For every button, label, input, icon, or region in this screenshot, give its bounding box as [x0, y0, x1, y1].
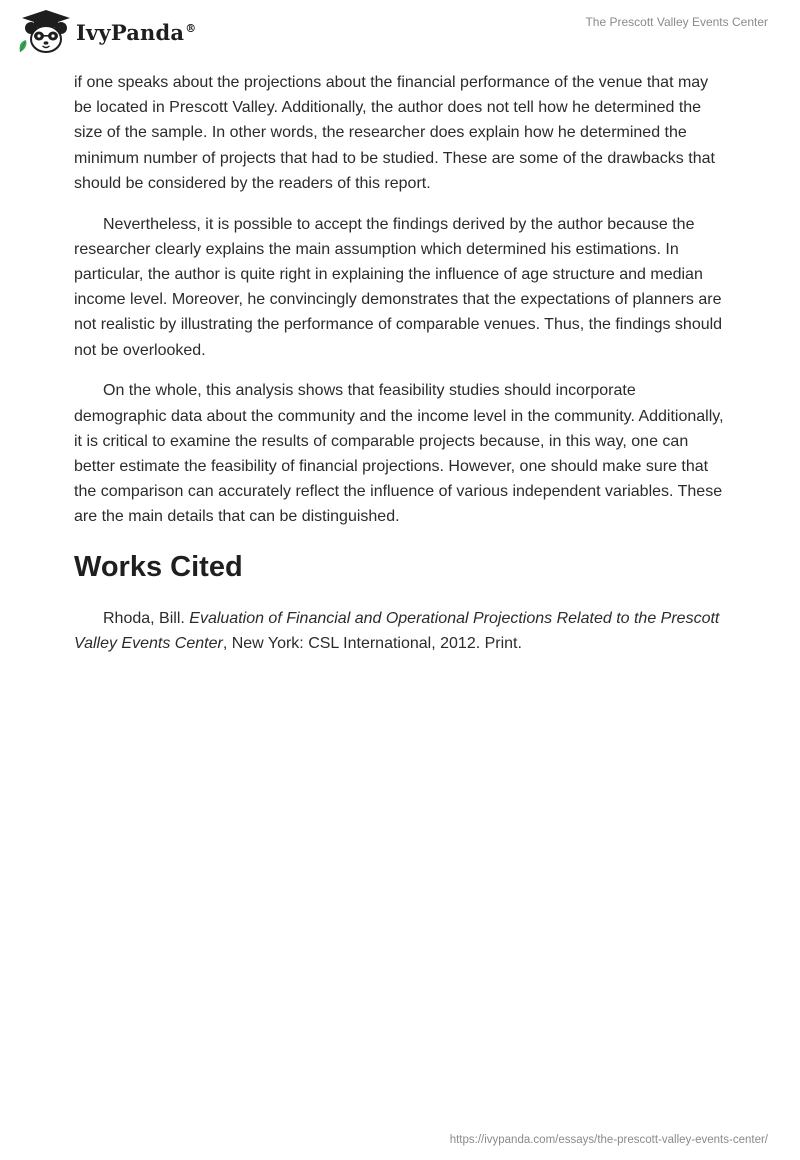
paragraph: Nevertheless, it is possible to accept the findings derived by the author because the researcher clearly explains the main assumption which determined his estimations. In particular, the author is quite right in explaining the influence of age structure and median income level. Moreover, he convincingly demonstrates that the expectations of planners are not realistic by illustrating the performance of comparable venues. Thus, the findings should not be overlooked.: [74, 215, 723, 359]
works-cited-heading: Works Cited: [74, 550, 243, 583]
citation-entry: [74, 606, 726, 656]
ivypanda-logo[interactable]: [16, 8, 196, 56]
paragraph: if one speaks about the projections about the financial performance of the venue that may be located in Prescott Valley. Additionally, the author does not tell how he determined the size of the sample. In other words, the researcher does explain how he determined the minimum number of projects that had to be studied. These are some of the drawbacks that should be considered by the readers of this report.: [74, 74, 715, 192]
document-title: The Prescott Valley Events Center: [585, 15, 768, 29]
citation-publication: , New York: CSL International, 2012. Print.: [222, 634, 522, 652]
page-header: [0, 0, 800, 70]
panda-graduate-icon: [16, 8, 72, 56]
paragraph: On the whole, this analysis shows that feasibility studies should incorporate demographic data about the community and the income level in the community. Additionally, it is critical to examine the results of comparable projects because, in this way, one can better estimate the feasibility of financial projections. However, one should make sure that the comparison can accurately reflect the influence of various independent variables. These are the main details that can be distinguished.: [74, 382, 724, 526]
source-url[interactable]: https://ivypanda.com/essays/the-prescott-valley-events-center/: [449, 1134, 768, 1146]
citation-title: Evaluation of Financial and Operational Projections Related to the Prescott Valley Events Center: [74, 609, 720, 652]
brand-name: IvyPanda®: [76, 19, 197, 45]
citation-author: Rhoda, Bill.: [103, 609, 190, 627]
essay-body: [74, 70, 726, 656]
